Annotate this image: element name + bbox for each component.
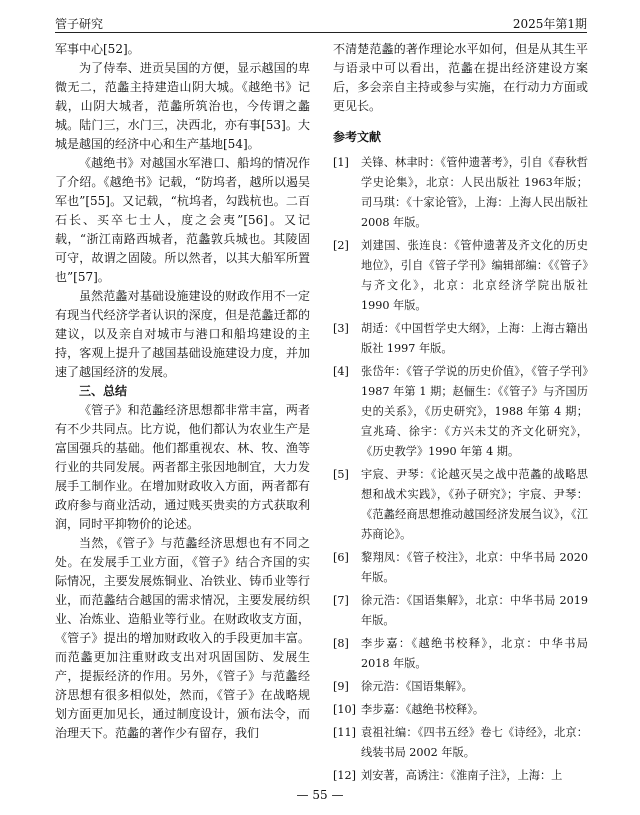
reference-text: 张岱年：《管子学说的历史价值》，《管子学刊》1987 年第 1 期；赵俪生：《《管子》与齐国历史的关系》，《历史研究》，1988 年第 4 期；宣兆琦、徐宇：《方兴未艾的齐文化研究》，《历史教学》1990 年第 4 期。 (361, 365, 588, 458)
reference-item (333, 591, 588, 631)
reference-number: [9] (333, 680, 349, 693)
body-paragraph: 《管子》和范蠡经济思想都非常丰富，两者有不少共同点。比方说，他们都认为农业生产是富国强兵的基础。他们都重视农、林、牧、渔等行业的共同发展。两者都主张因地制宜，大力发展手工制作业。在增加财政收入方面，两者都有政府参与商业活动，通过贱买贵卖的方式获取利润，同时平抑物价的论述。 (55, 403, 310, 531)
reference-item (333, 634, 588, 674)
reference-number: [8] (333, 637, 349, 650)
reference-list (333, 153, 588, 786)
reference-text: 徐元浩：《国语集解》。 (361, 680, 473, 693)
reference-number: [1] (333, 156, 349, 169)
body-paragraph: 虽然范蠡对基础设施建设的财政作用不一定有现当代经济学者认识的深度，但是范蠡迁都的建议，以及亲自对城市与港口和船坞建设的主持，客观上提升了越国基础设施建设力度，并加速了越国经济的发展。 (55, 289, 310, 379)
reference-text: 徐元浩：《国语集解》，北京：中华书局 2019 年版。 (361, 594, 588, 627)
right-column (333, 40, 588, 789)
page-number: — 55 — (296, 788, 344, 802)
reference-item (333, 548, 588, 588)
reference-number: [3] (333, 322, 349, 335)
reference-item (333, 319, 588, 359)
issue-label: 2025年第1期 (512, 17, 587, 31)
reference-text: 刘建国、张连良：《管仲遗著及齐文化的历史地位》，引自《管子学刊》编辑部编：《《管子》与齐文化》，北京：北京经济学院出版社 1990 年版。 (361, 239, 588, 312)
reference-item (333, 766, 588, 786)
reference-text: 李步嘉：《越绝书校释》。 (361, 703, 485, 716)
reference-text: 黎翔凤：《管子校注》，北京：中华书局 2020 年版。 (361, 551, 588, 584)
journal-name: 管子研究 (55, 17, 104, 31)
reference-text: 袁祖社编：《四书五经》卷七《诗经》，北京：线装书局 2002 年版。 (361, 726, 588, 759)
reference-text: 关锋、林聿时：《管仲遗著考》，引自《春秋哲学史论集》，北京：人民出版社 1963年版；司马琪：《十家论管》，上海：上海人民出版社 2008 年版。 (361, 156, 588, 229)
reference-item (333, 465, 588, 545)
header-rule (55, 32, 587, 33)
body-paragraph: 《越绝书》对越国水军港口、船坞的情况作了介绍。《越绝书》记载，“防坞者，越所以遏吴军也”[55]。又记载，“杭坞者，勾践杭也。二百石长、买卒七士人，度之会夷”[56]。又记载，“浙江南路西城者，范蠡敦兵城也。其陵固可守，故谓之固陵。所以然者，以其大船军所置也”[57]。 (55, 156, 310, 284)
reference-item (333, 153, 588, 233)
reference-item (333, 236, 588, 316)
reference-number: [11] (333, 726, 356, 739)
reference-text: 胡适：《中国哲学史大纲》，上海：上海古籍出版社 1997 年版。 (361, 322, 588, 355)
reference-number: [2] (333, 239, 349, 252)
reference-number: [6] (333, 551, 349, 564)
references-heading: 参考文献 (333, 130, 382, 144)
reference-text: 刘安著，高诱注：《淮南子注》，上海：上 (361, 769, 563, 782)
reference-item (333, 700, 588, 720)
reference-text: 李步嘉：《越绝书校释》，北京：中华书局 2018 年版。 (361, 637, 588, 670)
reference-number: [4] (333, 365, 349, 378)
body-paragraph: 为了侍奉、进贡吴国的方便，显示越国的卑微无二，范蠡主持建造山阴大城。《越绝书》记载，山阴大城者，范蠡所筑治也，今传谓之蠡城。陆门三，水门三，决西北，亦有事[53]。大城是越国的经济中心和生产基地[54]。 (55, 61, 310, 151)
section-heading: 三、总结 (79, 384, 128, 398)
running-header (55, 10, 587, 32)
reference-number: [12] (333, 769, 356, 782)
reference-number: [10] (333, 703, 356, 716)
reference-number: [5] (333, 468, 349, 481)
left-column (55, 40, 310, 743)
reference-item (333, 723, 588, 763)
reference-text: 宇宸、尹琴：《论越灭吴之战中范蠡的战略思想和战术实践》，《孙子研究》；宇宸、尹琴：《范蠡经商思想推动越国经济发展刍议》，《江苏商论》。 (361, 468, 588, 541)
body-paragraph: 当然，《管子》与范蠡经济思想也有不同之处。在发展手工业方面，《管子》结合齐国的实际情况，主要发展炼铜业、冶铁业、铸币业等行业，而范蠡结合越国的需求情况，主要发展纺织业、冶炼业、造船业等行业。在财政收支方面，《管子》提出的增加财政收入的手段更加丰富。而范蠡更加注重财政支出对巩固国防、发展生产，提振经济的作用。另外，《管子》与范蠡经济思想有很多相似处，然而，《管子》在战略规划方面更加见长，通过制度设计，颁布法令，而治理天下。范蠡的著作少有留存，我们 (55, 536, 310, 740)
reference-number: [7] (333, 594, 349, 607)
reference-item (333, 362, 588, 462)
body-paragraph-continued: 不清楚范蠡的著作理论水平如何，但是从其生平与语录中可以看出，范蠡在提出经济建设方案后，多会亲自主持或参与实施，在行动力方面或更见长。 (333, 42, 588, 113)
body-paragraph: 军事中心[52]。 (55, 42, 140, 56)
reference-item (333, 677, 588, 697)
